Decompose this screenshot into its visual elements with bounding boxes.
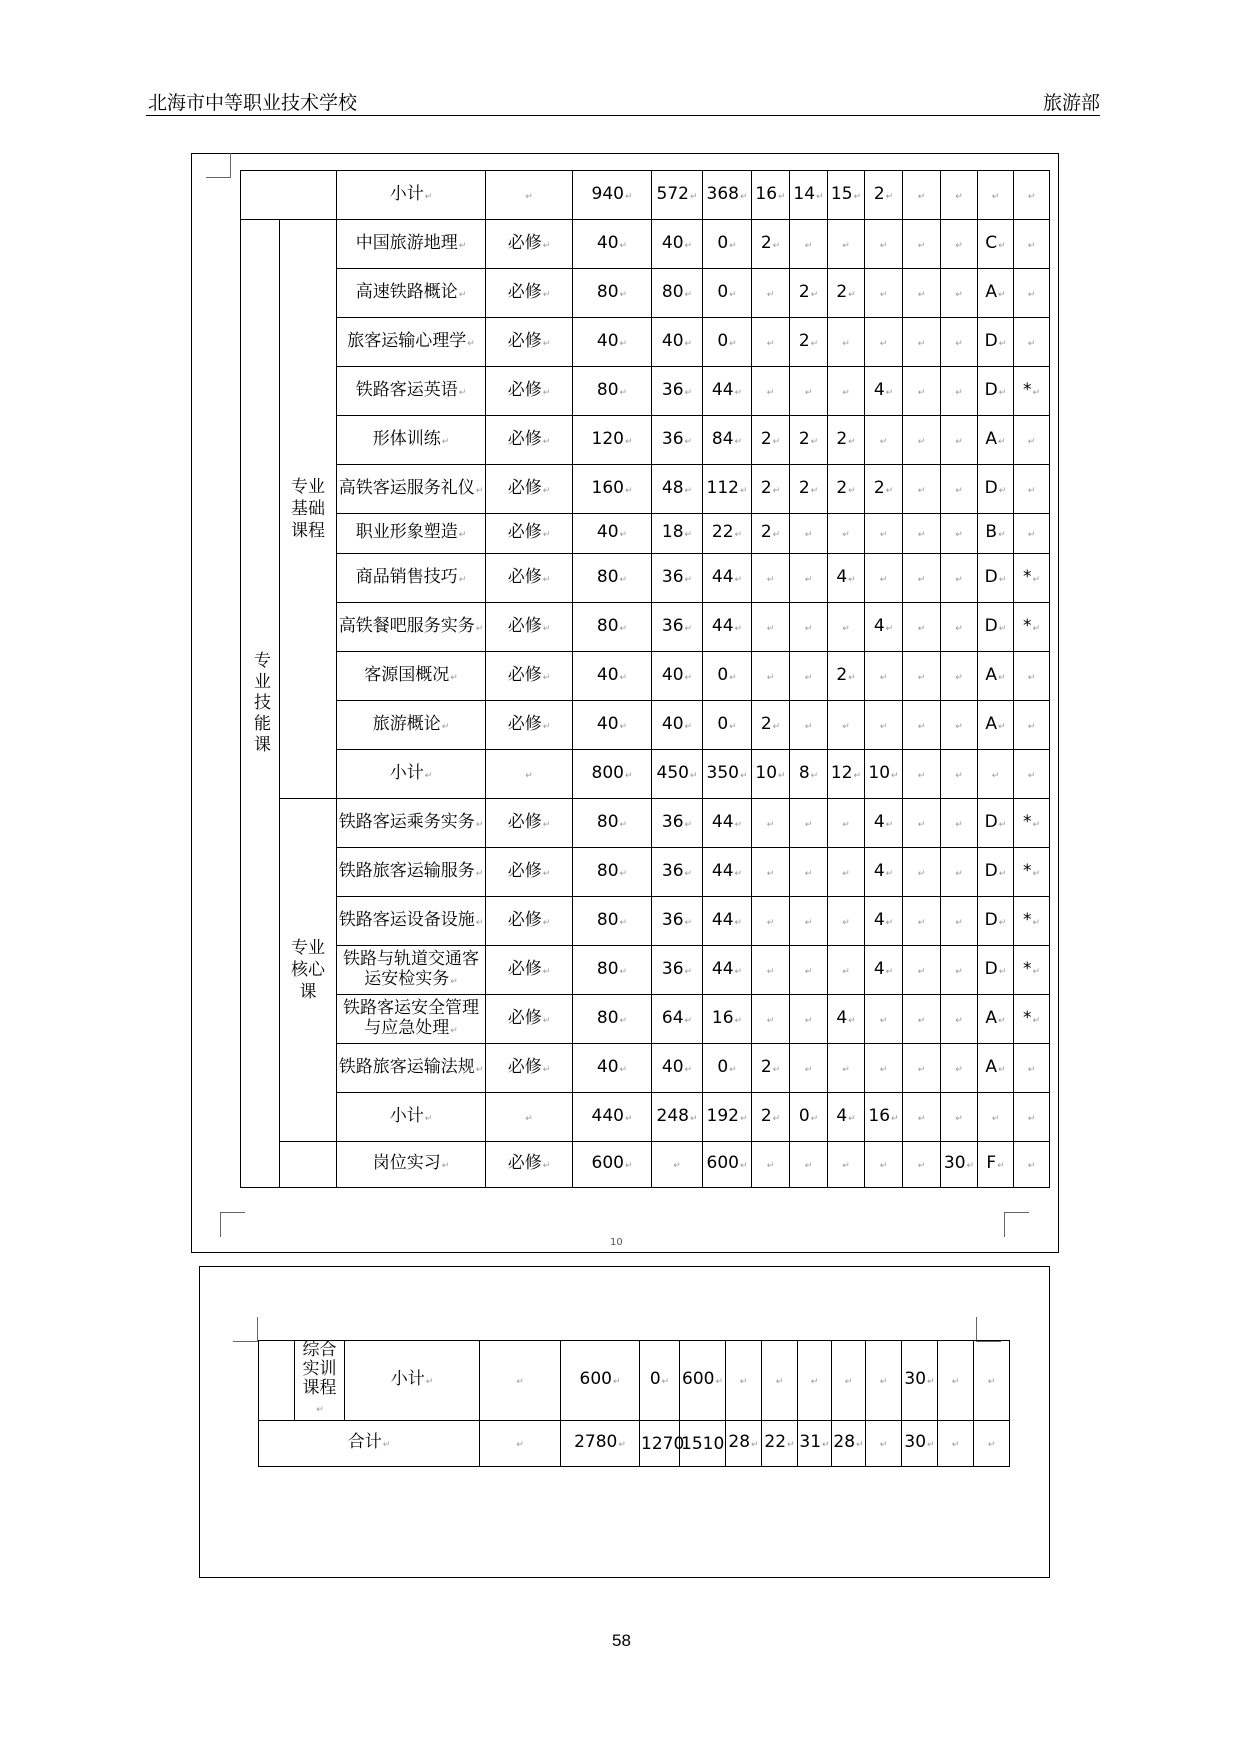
table-row: 旅游概论↵ 必修↵ 40↵ 40↵ 0↵ 2↵ ↵ ↵ ↵ ↵ ↵ A↵ ↵ — [241, 701, 1050, 750]
table-row: 专业技能课 专业基础课程 中国旅游地理↵ 必修↵ 40↵ 40↵ 0↵ 2↵ ↵ ↵ ↵ ↵ ↵ C↵ ↵ — [241, 220, 1050, 269]
table-row: 综合实训课程↵ 小计↵ ↵ 600↵ 0↵ 600↵ ↵ ↵ ↵ ↵ ↵ 30↵ ↵ ↵ — [259, 1341, 1010, 1421]
curriculum-table — [240, 170, 1050, 1188]
header-school: 北海市中等职业技术学校 — [148, 92, 358, 114]
table-row: 客源国概况↵ 必修↵ 40↵ 40↵ 0↵ ↵ ↵ 2↵ ↵ ↵ ↵ A↵ ↵ — [241, 652, 1050, 701]
table-row: 高铁客运服务礼仪↵ 必修↵ 160↵ 48↵ 112↵ 2↵ 2↵ 2↵ 2↵ ↵ ↵ D↵ ↵ — [241, 465, 1050, 514]
table-row: 小计↵ ↵ 940↵ 572↵ 368↵ 16↵ 14↵ 15↵ 2↵ ↵ ↵ ↵ ↵ — [241, 171, 1050, 220]
table-body — [241, 220, 1050, 1188]
crop-mark — [1004, 1212, 1029, 1237]
table-row: 职业形象塑造↵ 必修↵ 40↵ 18↵ 22↵ 2↵ ↵ ↵ ↵ ↵ ↵ B↵ ↵ — [241, 514, 1050, 554]
table-row: 小计↵ ↵ 800↵ 450↵ 350↵ 10↵ 8↵ 12↵ 10↵ ↵ ↵ ↵ ↵ — [241, 750, 1050, 799]
group-label: 专业核心课 — [280, 799, 337, 1142]
crop-mark — [206, 153, 231, 178]
table-row: 岗位实习↵ 必修↵ 600↵ ↵ 600↵ ↵ ↵ ↵ ↵ ↵ 30↵ F↵ ↵ — [241, 1142, 1050, 1188]
table-row: 铁路与轨道交通客运安检实务↵ 必修↵ 80↵ 36↵ 44↵ ↵ ↵ ↵ 4↵ ↵ ↵ D↵ *↵ — [241, 946, 1050, 995]
table-row: 旅客运输心理学↵ 必修↵ 40↵ 40↵ 0↵ ↵ 2↵ ↵ ↵ ↵ ↵ D↵ ↵ — [241, 318, 1050, 367]
table-row: 形体训练↵ 必修↵ 120↵ 36↵ 84↵ 2↵ 2↵ 2↵ ↵ ↵ ↵ A↵ ↵ — [241, 416, 1050, 465]
group-label: 综合实训课程↵ — [295, 1341, 345, 1421]
group-label: 专业基础课程 — [280, 220, 337, 799]
table-row: 铁路客运英语↵ 必修↵ 80↵ 36↵ 44↵ ↵ ↵ ↵ 4↵ ↵ ↵ D↵ *↵ — [241, 367, 1050, 416]
table-row: 合计↵ ↵ 2780↵ 1270 1510 28↵ 22↵ 31↵ 28↵ ↵ 30↵ ↵ ↵ — [259, 1421, 1010, 1467]
table-row: 高铁餐吧服务实务↵ 必修↵ 80↵ 36↵ 44↵ ↵ ↵ ↵ 4↵ ↵ ↵ D↵ *↵ — [241, 603, 1050, 652]
category-label: 专业技能课 — [241, 220, 280, 1188]
table-row: 商品销售技巧↵ 必修↵ 80↵ 36↵ 44↵ ↵ ↵ 4↵ ↵ ↵ ↵ D↵ *↵ — [241, 554, 1050, 603]
page-number: 58 — [612, 1631, 631, 1650]
crop-mark — [220, 1212, 245, 1237]
table-row: 铁路客运设备设施↵ 必修↵ 80↵ 36↵ 44↵ ↵ ↵ ↵ 4↵ ↵ ↵ D↵ *↵ — [241, 897, 1050, 946]
crop-mark — [976, 1317, 1001, 1342]
table-row: 专业核心课 铁路客运乘务实务↵ 必修↵ 80↵ 36↵ 44↵ ↵ ↵ ↵ 4↵ ↵ ↵ D↵ *↵ — [241, 799, 1050, 848]
table-row: 小计↵ ↵ 440↵ 248↵ 192↵ 2↵ 0↵ 4↵ 16↵ ↵ ↵ ↵ ↵ — [241, 1093, 1050, 1142]
table-row: 高速铁路概论↵ 必修↵ 80↵ 80↵ 0↵ ↵ 2↵ 2↵ ↵ ↵ ↵ A↵ ↵ — [241, 269, 1050, 318]
totals-table — [258, 1340, 1010, 1467]
header-department: 旅游部 — [1042, 92, 1100, 114]
table-row: 铁路旅客运输法规↵ 必修↵ 40↵ 40↵ 0↵ 2↵ ↵ ↵ ↵ ↵ ↵ A↵ ↵ — [241, 1044, 1050, 1093]
table-row: 铁路旅客运输服务↵ 必修↵ 80↵ 36↵ 44↵ ↵ ↵ ↵ 4↵ ↵ ↵ D↵ *↵ — [241, 848, 1050, 897]
inner-page-number: 10 — [610, 1237, 623, 1248]
crop-mark — [233, 1317, 258, 1342]
table-row: 铁路客运安全管理与应急处理↵ 必修↵ 80↵ 64↵ 16↵ ↵ ↵ 4↵ ↵ ↵ ↵ A↵ *↵ — [241, 995, 1050, 1044]
header-rule — [146, 115, 1100, 116]
